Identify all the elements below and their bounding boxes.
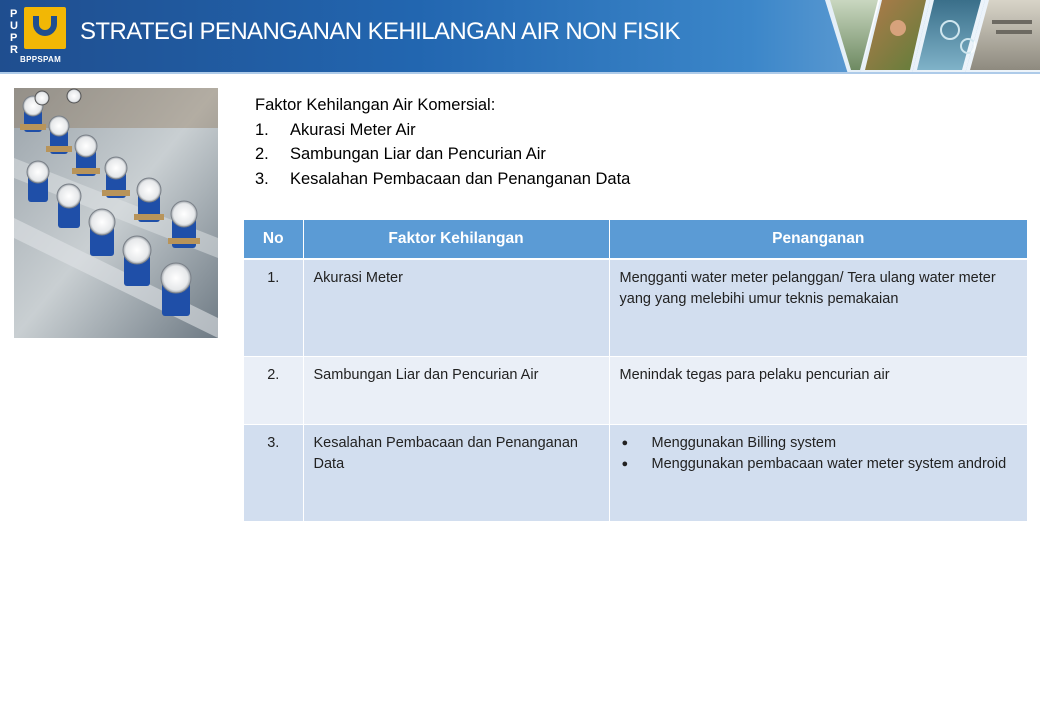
intro-list: [255, 118, 775, 192]
cell-factor: Kesalahan Pembacaan dan Penanganan Data: [303, 425, 609, 522]
table-header-row: [244, 220, 1027, 259]
list-text: Kesalahan Pembacaan dan Penanganan Data: [290, 169, 631, 188]
water-meters-photo: [14, 88, 218, 338]
cell-no: 2.: [244, 357, 303, 425]
handling-bullet-list: [620, 433, 1018, 475]
bullet-icon: ●: [621, 437, 629, 449]
cell-handling: Mengganti water meter pelanggan/ Tera ulang water meter yang yang melebihi umur teknis pemakaian: [609, 259, 1027, 357]
bullet-icon: ●: [621, 458, 629, 470]
intro-section: [255, 93, 775, 191]
list-item: [255, 142, 775, 167]
header-banner: [0, 0, 1040, 74]
list-text: Akurasi Meter Air: [290, 120, 416, 139]
bullet-item: [620, 454, 1018, 475]
list-text: Sambungan Liar dan Pencurian Air: [290, 145, 546, 163]
header-photo-collage-icon: [820, 0, 1040, 74]
logo-mark-icon: [24, 7, 66, 49]
page-title: STRATEGI PENANGANAN KEHILANGAN AIR NON FISIK: [80, 18, 680, 45]
list-item: [255, 167, 775, 192]
list-number: 3.: [255, 169, 269, 188]
table-row: [244, 425, 1027, 522]
column-header-factor: Faktor Kehilangan: [303, 220, 609, 259]
bullet-text: Menggunakan Billing system: [651, 435, 837, 451]
table-row: [244, 357, 1027, 425]
cell-handling: [609, 425, 1027, 522]
table-row: [244, 259, 1027, 357]
cell-handling: Menindak tegas para pelaku pencurian air: [609, 357, 1027, 425]
bullet-text: Menggunakan pembacaan water meter system android: [651, 456, 1007, 472]
intro-heading: Faktor Kehilangan Air Komersial:: [255, 96, 496, 114]
column-header-handling: Penanganan: [609, 220, 1027, 259]
bullet-item: [620, 433, 1018, 454]
list-item: [255, 118, 775, 143]
logo-subtitle: BPPSPAM: [20, 55, 62, 64]
header-stripe: [0, 72, 1040, 74]
cell-no: 3.: [244, 425, 303, 522]
pupr-logo: [6, 5, 68, 67]
cell-factor: Sambungan Liar dan Pencurian Air: [303, 357, 609, 425]
cell-factor: Akurasi Meter: [303, 259, 609, 357]
list-number: 2.: [255, 145, 269, 163]
logo-letters: P U P R: [10, 8, 18, 56]
cell-no: 1.: [244, 259, 303, 357]
list-number: 1.: [255, 120, 269, 139]
column-header-no: No: [244, 220, 303, 259]
strategy-table: [244, 220, 1027, 522]
